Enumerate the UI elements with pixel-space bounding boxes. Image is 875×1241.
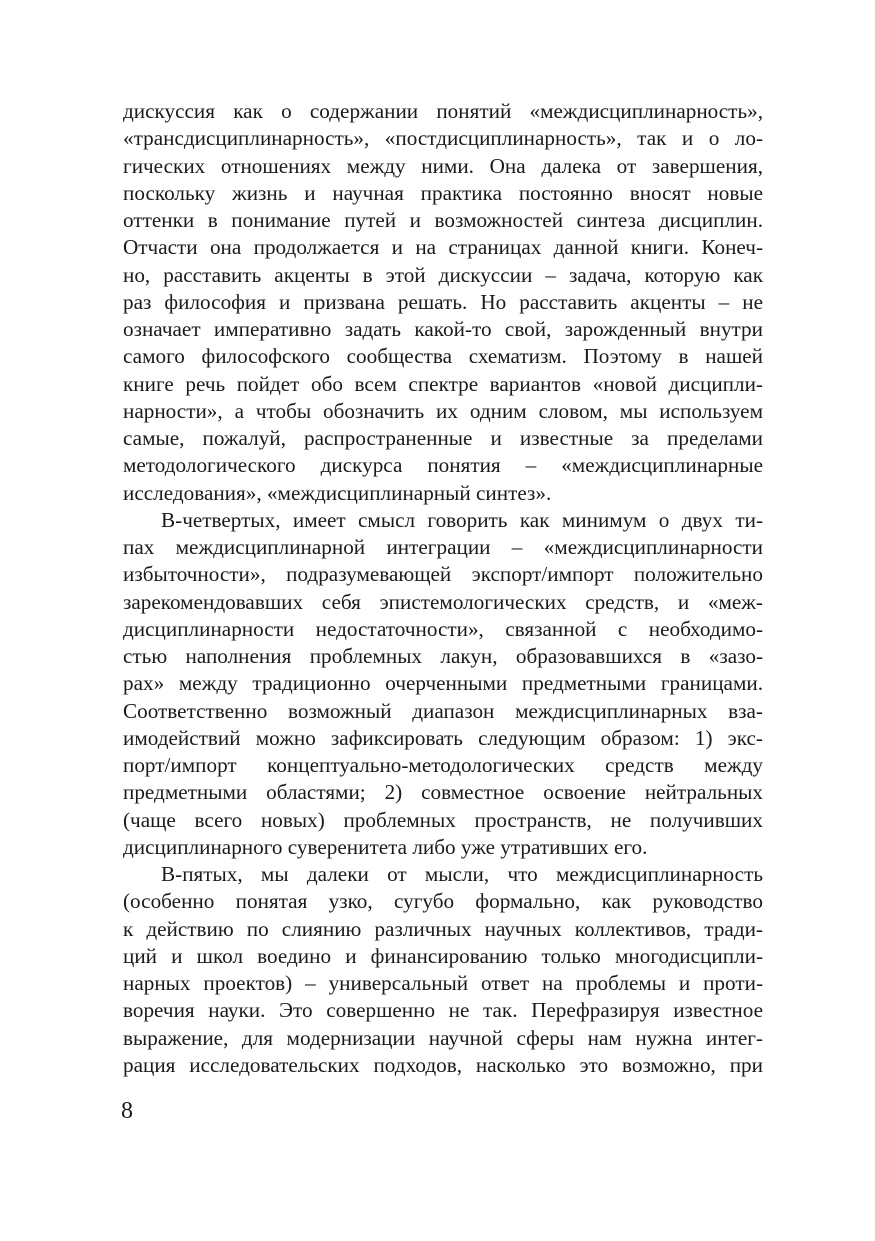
- text-line: выражение, для модернизации научной сферы нам нужна интег-: [123, 1025, 763, 1050]
- text-line: исследования», «междисциплинарный синтез».: [123, 480, 552, 505]
- text-line: но, расставить акценты в этой дискуссии – задача, которую как: [123, 262, 763, 287]
- text-line: дискуссия как о содержании понятий «междисциплинарность»,: [123, 99, 763, 123]
- text-line: рах» между традиционно очерченными предметными границами.: [123, 671, 763, 696]
- text-line: пах междисциплинарной интеграции – «междисциплинарности: [123, 535, 763, 559]
- text-line: Отчасти она продолжается и на страницах данной книги. Конеч-: [123, 235, 763, 260]
- text-line: книге речь пойдет обо всем спектре вариантов «новой дисципли-: [123, 371, 763, 396]
- text-line: В-четвертых, имеет смысл говорить как минимум о двух ти-: [161, 507, 763, 532]
- text-line: «трансдисциплинарность», «постдисциплинарность», так и о ло-: [123, 126, 763, 151]
- text-line: методологического дискурса понятия – «междисциплинарные: [123, 453, 763, 478]
- text-line: рация исследовательских подходов, насколько это возможно, при: [123, 1052, 763, 1077]
- text-line: воречия науки. Это совершенно не так. Перефразируя известное: [123, 998, 763, 1023]
- text-line: самого философского сообщества схематизм. Поэтому в нашей: [123, 344, 763, 369]
- text-line: гических отношениях между ними. Она далека от завершения,: [123, 153, 763, 178]
- text-line: самые, пожалуй, распространенные и известные за пределами: [123, 426, 763, 450]
- text-line: (чаще всего новых) проблемных пространств, не получивших: [123, 807, 763, 832]
- text-line: к действию по слиянию различных научных коллективов, тради-: [123, 916, 763, 941]
- text-line: порт/импорт концептуально-методологических средств между: [123, 753, 763, 777]
- text-line: оттенки в понимание путей и возможностей синтеза дисциплин.: [123, 208, 763, 232]
- text-line: зарекомендовавших себя эпистемологических средств, и «меж-: [123, 589, 763, 614]
- text-line: имодействий можно зафиксировать следующим образом: 1) экс-: [123, 725, 763, 750]
- text-line: поскольку жизнь и научная практика постоянно вносят новые: [123, 180, 763, 205]
- text-line: нарных проектов) – универсальный ответ на проблемы и проти-: [123, 971, 763, 995]
- text-line: дисциплинарности недостаточности», связанной с необходимо-: [123, 616, 763, 641]
- text-line: (особенно понятая узко, сугубо формально, как руководство: [123, 889, 763, 914]
- page-number: 8: [121, 1098, 133, 1124]
- text-line: В-пятых, мы далеки от мысли, что междисциплинарность: [161, 862, 763, 886]
- text-line: дисциплинарного суверенитета либо уже утративших его.: [123, 834, 648, 859]
- text-line: Соответственно возможный диапазон междисциплинарных вза-: [123, 698, 763, 723]
- text-line: раз философия и призвана решать. Но расставить акценты – не: [123, 289, 763, 314]
- text-line: нарности», а чтобы обозначить их одним словом, мы используем: [123, 398, 763, 423]
- text-line: избыточности», подразумевающей экспорт/импорт положительно: [123, 562, 763, 587]
- text-line: предметными областями; 2) совместное освоение нейтральных: [123, 780, 763, 805]
- text-line: стью наполнения проблемных лакун, образовавшихся в «зазо-: [123, 644, 763, 668]
- text-line: означает императивно задать какой-то свой, зарожденный внутри: [123, 317, 763, 341]
- body-text: [123, 98, 763, 1079]
- text-line: ций и школ воедино и финансированию только многодисципли-: [123, 943, 763, 968]
